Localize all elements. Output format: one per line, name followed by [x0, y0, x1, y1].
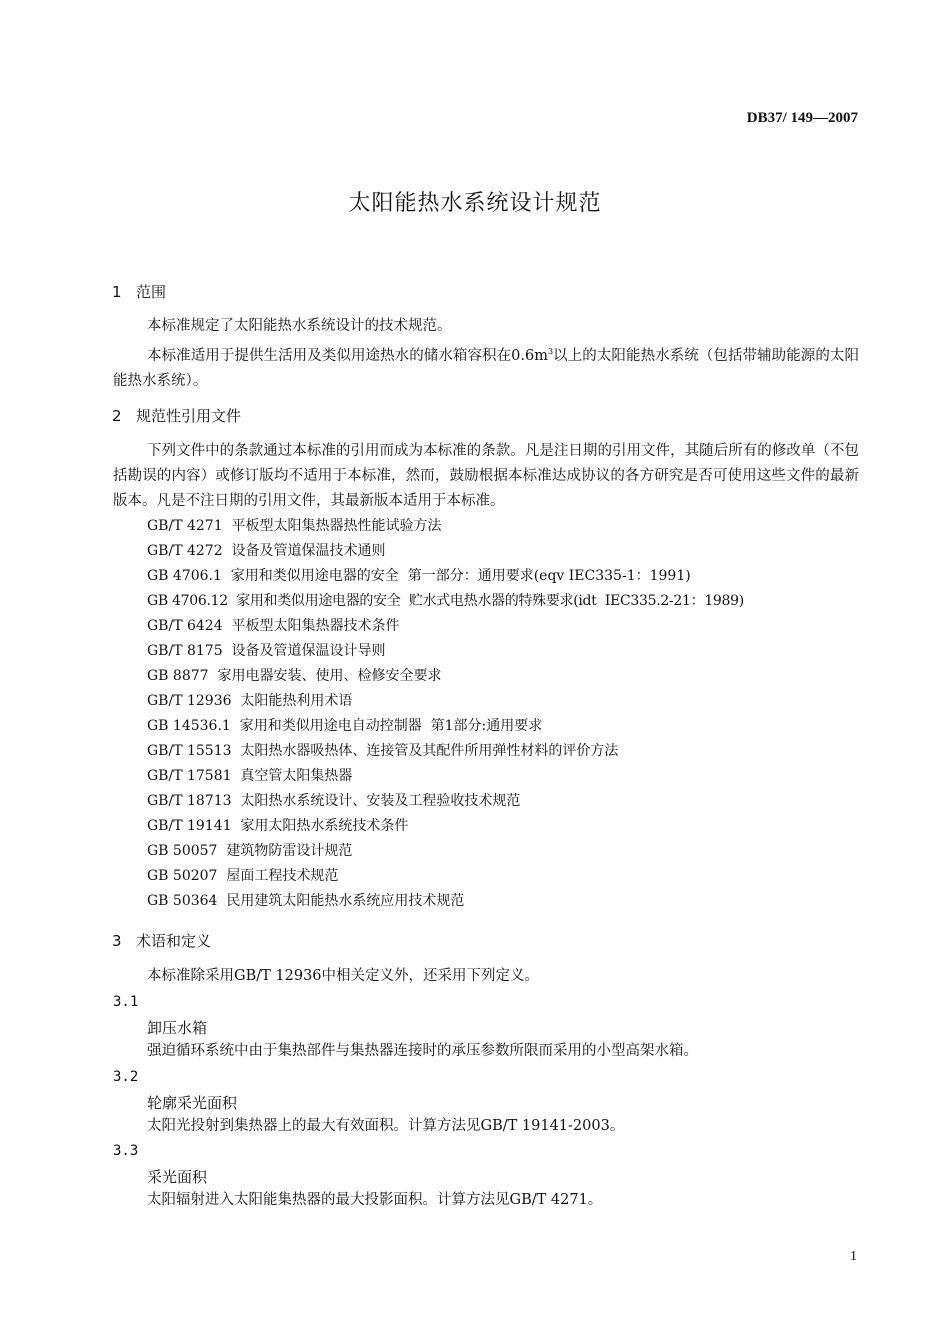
- reference-item: GB 50207 屋面工程技术规范: [147, 868, 339, 884]
- reference-item: GB/T 19141 家用太阳热水系统技术条件: [147, 818, 409, 834]
- paragraph: 本标准规定了太阳能热水系统设计的技术规范。: [147, 318, 452, 334]
- term-number: 3.1: [113, 994, 139, 1010]
- document-title: 太阳能热水系统设计规范: [348, 191, 602, 216]
- term-name: 卸压水箱: [147, 1019, 208, 1037]
- term-definition: 太阳辐射进入太阳能集热器的最大投影面积。计算方法见GB/T 4271。: [147, 1192, 603, 1208]
- reference-item: GB 50057 建筑物防雷设计规范: [147, 843, 353, 859]
- section-2-heading: [112, 405, 241, 426]
- reference-item: GB/T 6424 平板型太阳集热器技术条件: [147, 618, 400, 634]
- reference-item: GB 50364 民用建筑太阳能热水系统应用技术规范: [147, 893, 465, 909]
- section-number: 1: [112, 283, 122, 301]
- reference-item: GB/T 18713 太阳热水系统设计、安装及工程验收技术规范: [147, 793, 521, 809]
- reference-item: GB/T 4271 平板型太阳集热器热性能试验方法: [147, 518, 442, 534]
- term-number: 3.3: [113, 1143, 139, 1159]
- section-number: 3: [112, 932, 122, 950]
- section-title: 范围: [136, 283, 167, 301]
- reference-item: GB 4706.1 家用和类似用途电器的安全 第一部分：通用要求(eqv IEC335-1：1991): [147, 568, 691, 584]
- term-number: 3.2: [113, 1069, 139, 1085]
- term-name: 轮廓采光面积: [147, 1094, 238, 1112]
- reference-item: GB/T 4272 设备及管道保温技术通则: [147, 543, 386, 559]
- section-title: 规范性引用文件: [136, 407, 242, 425]
- reference-item: GB/T 15513 太阳热水器吸热体、连接管及其配件所用弹性材料的评价方法: [147, 743, 619, 759]
- reference-item: GB 8877 家用电器安装、使用、检修安全要求: [147, 668, 442, 684]
- reference-item: GB/T 17581 真空管太阳集热器: [147, 768, 353, 784]
- reference-item: GB/T 8175 设备及管道保温设计导则: [147, 643, 386, 659]
- section-3-heading: [112, 930, 211, 951]
- paragraph: [113, 339, 859, 394]
- section-title: 术语和定义: [136, 932, 212, 950]
- term-definition: 太阳光投射到集热器上的最大有效面积。计算方法见GB/T 19141-2003。: [147, 1118, 625, 1134]
- term-name: 采光面积: [147, 1168, 208, 1186]
- paragraph: 本标准除采用GB/T 12936中相关定义外，还采用下列定义。: [147, 968, 540, 984]
- text-run: 本标准适用于提供生活用及类似用途热水的储水箱容积在0.6m: [147, 347, 548, 364]
- term-definition: 强迫循环系统中由于集热部件与集热器连接时的承压参数所限而采用的小型高架水箱。: [147, 1043, 698, 1059]
- reference-item: GB 4706.12 家用和类似用途电器的安全 贮水式电热水器的特殊要求(idt IEC335.2-21：1989): [147, 593, 744, 609]
- section-1-heading: [112, 281, 166, 302]
- page-number: 1: [850, 1249, 857, 1264]
- section-number: 2: [112, 407, 122, 425]
- reference-item: GB 14536.1 家用和类似用途电自动控制器 第1部分:通用要求: [147, 718, 543, 734]
- paragraph: 下列文件中的条款通过本标准的引用而成为本标准的条款。凡是注日期的引用文件，其随后所有的修改单（不包括勘误的内容）或修订版均不适用于本标准，然而，鼓励根据本标准达成协议的各方研究是否可使用这些文件的最新版本。凡是不注日期的引用文件，其最新版本适用于本标准。: [113, 443, 859, 509]
- standard-code: DB37/ 149—2007: [746, 110, 858, 126]
- text-run: 以上的太阳能热水系统（包括带辅助能源的太阳能热水系统）。: [113, 347, 860, 389]
- superscript: 3: [548, 347, 554, 356]
- reference-item: GB/T 12936 太阳能热利用术语: [147, 693, 353, 709]
